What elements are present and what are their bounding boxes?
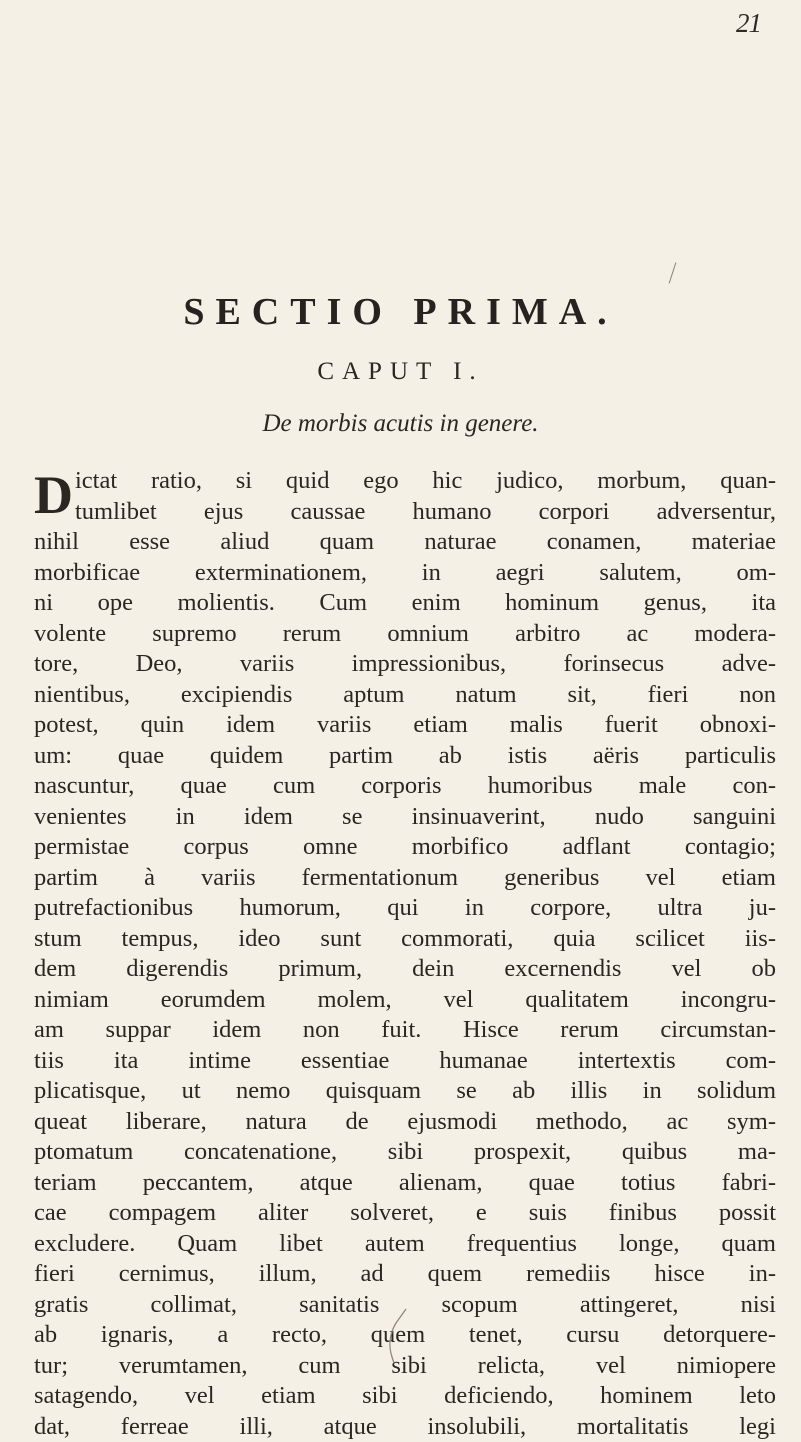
text-line: putrefactionibus humorum, qui in corpore, ultra ju-: [34, 893, 776, 924]
text-line: nimiam eorumdem molem, vel qualitatem incongru-: [34, 985, 776, 1016]
text-line: potest, quin idem variis etiam malis fuerit obnoxi-: [34, 710, 776, 741]
text-line: tumlibet ejus caussae humano corpori adversentur,: [75, 497, 776, 528]
text-line: tur; verumtamen, cum sibi relicta, vel nimiopere: [34, 1351, 776, 1382]
text-line: teriam peccantem, atque alienam, quae totius fabri-: [34, 1168, 776, 1199]
page-number: 21: [736, 8, 761, 39]
text-line: morbificae exterminationem, in aegri salutem, om-: [34, 558, 776, 589]
section-heading: SECTIO PRIMA.: [0, 290, 801, 334]
text-line: ptomatum concatenatione, sibi prospexit, quibus ma-: [34, 1137, 776, 1168]
text-line: volente supremo rerum omnium arbitro ac modera-: [34, 619, 776, 650]
text-line: tiis ita intime essentiae humanae intertextis com-: [34, 1046, 776, 1077]
body-text: [34, 466, 776, 1442]
pencil-mark: [669, 262, 677, 283]
text-line: um: quae quidem partim ab istis aëris particulis: [34, 741, 776, 772]
chapter-subtitle: De morbis acutis in genere.: [0, 410, 801, 438]
text-line: partim à variis fermentationum generibus vel etiam: [34, 863, 776, 894]
text-line: plicatisque, ut nemo quisquam se ab illis in solidum: [34, 1076, 776, 1107]
text-line: satagendo, vel etiam sibi deficiendo, hominem leto: [34, 1381, 776, 1412]
text-line: dem digerendis primum, dein excernendis vel ob: [34, 954, 776, 985]
text-line: gratis collimat, sanitatis scopum attingeret, nisi: [34, 1290, 776, 1321]
chapter-heading: CAPUT I.: [0, 358, 801, 386]
text-line: ab ignaris, a recto, quem tenet, cursu detorquere-: [34, 1320, 776, 1351]
text-line: excludere. Quam libet autem frequentius longe, quam: [34, 1229, 776, 1260]
text-line: dat, ferreae illi, atque insolubili, mortalitatis legi: [34, 1412, 776, 1442]
text-line: am suppar idem non fuit. Hisce rerum circumstan-: [34, 1015, 776, 1046]
text-line: nientibus, excipiendis aptum natum sit, fieri non: [34, 680, 776, 711]
text-line: venientes in idem se insinuaverint, nudo sanguini: [34, 802, 776, 833]
drop-cap: D: [34, 468, 73, 522]
text-line: ni ope molientis. Cum enim hominum genus, ita: [34, 588, 776, 619]
text-line: tore, Deo, variis impressionibus, forinsecus adve-: [34, 649, 776, 680]
text-line: cae compagem aliter solveret, e suis finibus possit: [34, 1198, 776, 1229]
text-line: ictat ratio, si quid ego hic judico, morbum, quan-: [75, 466, 776, 497]
text-line: nascuntur, quae cum corporis humoribus male con-: [34, 771, 776, 802]
text-line: queat liberare, natura de ejusmodi methodo, ac sym-: [34, 1107, 776, 1138]
text-line: nihil esse aliud quam naturae conamen, materiae: [34, 527, 776, 558]
text-line: stum tempus, ideo sunt commorati, quia scilicet iis-: [34, 924, 776, 955]
pencil-mark: [378, 1305, 418, 1365]
text-line: fieri cernimus, illum, ad quem remediis hisce in-: [34, 1259, 776, 1290]
text-line: permistae corpus omne morbifico adflant contagio;: [34, 832, 776, 863]
